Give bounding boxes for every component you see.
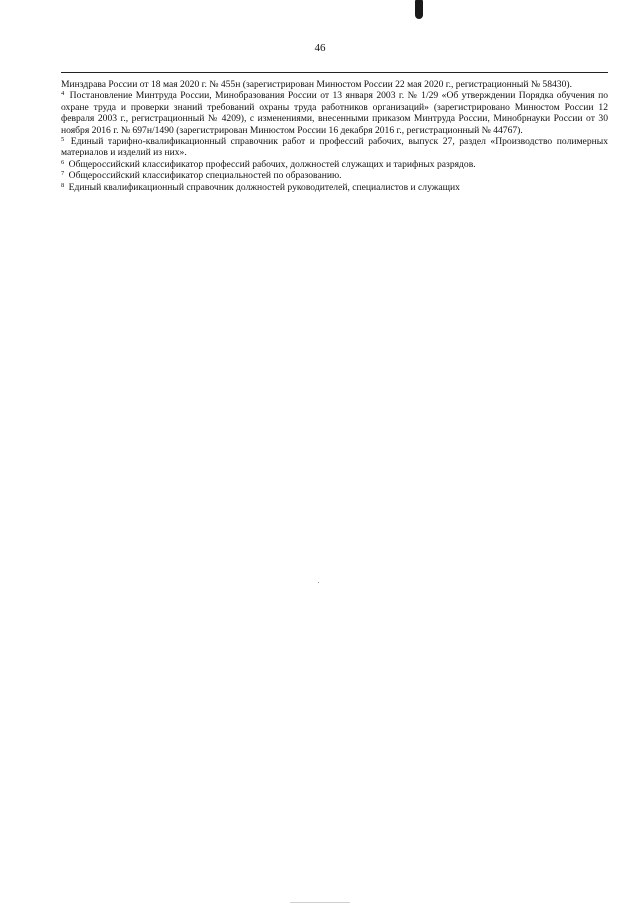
footnote-marker: 4 — [61, 90, 65, 98]
footnote-text: Единый тарифно-квалификационный справочник работ и профессий рабочих, выпуск 27, раздел «Производство полимерных материалов и изделий из них». — [61, 136, 608, 159]
footnote-marker: 5 — [61, 136, 65, 144]
footnote-text: Постановление Минтруда России, Минобразования России от 13 января 2003 г. № 1/29 «Об утверждении Порядка обучения по охране труда и проверки знаний требований охраны труда работников организаций» (зарегистрировано Минюстом России 12 февраля 2003 г., регистрационный № 4209), с изменениями, внесенными приказом Минтруда России, Минобрнауки России от 30 ноября 2016 г. № 697н/1490 (зарегистрирован Минюстом России 16 декабря 2016 г., регистрационный № 44767). — [61, 90, 608, 136]
footnote-text: Минздрава России от 18 мая 2020 г. № 455н (зарегистрирован Минюстом России 22 мая 2020 г., регистрационный № 58430). — [61, 79, 572, 90]
footnote-marker: 6 — [61, 158, 65, 166]
footnotes-block — [61, 79, 608, 193]
footnote-4 — [61, 90, 608, 136]
footnote-marker: 7 — [61, 170, 65, 178]
footnote-text: Общероссийский классификатор специальностей по образованию. — [68, 170, 342, 182]
footnote-8 — [61, 182, 608, 193]
footnote-5 — [61, 136, 608, 159]
scan-artifact-dot — [318, 582, 319, 583]
footnote-marker: 8 — [61, 181, 65, 189]
scan-artifact-top — [415, 0, 423, 19]
footnote-6 — [61, 159, 608, 170]
footnote-continuation — [61, 79, 608, 90]
page-number: 46 — [314, 42, 326, 54]
footnote-7 — [61, 170, 608, 181]
footnote-text: Общероссийский классификатор профессий рабочих, должностей служащих и тарифных разрядов. — [68, 158, 476, 170]
footnote-separator — [61, 72, 608, 73]
footnote-text: Единый квалификационный справочник должностей руководителей, специалистов и служащих — [68, 181, 460, 193]
scan-artifact-bottom — [290, 902, 350, 903]
